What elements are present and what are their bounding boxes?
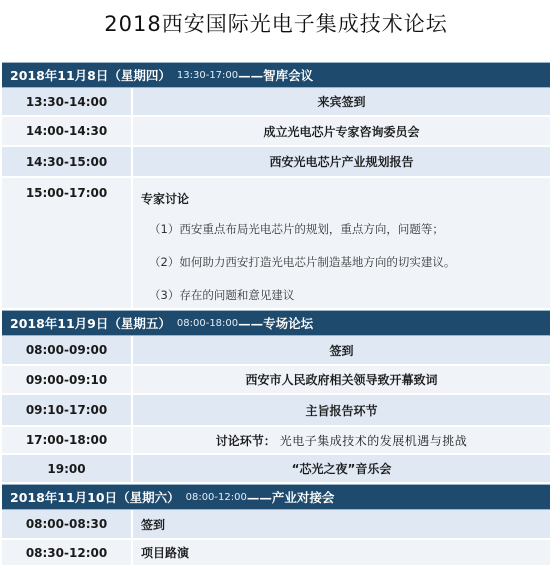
discussion-point: （1）西安重点布局光电芯片的规划，重点方向，问题等； <box>149 222 444 236</box>
session-time: 14:00-14:30 <box>2 117 133 145</box>
schedule-table <box>2 62 550 567</box>
table-row <box>2 178 550 310</box>
session-time: 08:30-12:00 <box>2 540 133 565</box>
discussion-label: 讨论环节： <box>215 433 276 448</box>
session-time: 19:00 <box>2 455 133 482</box>
table-row <box>2 147 550 178</box>
table-row <box>2 427 550 455</box>
day-date: 2018年11月10日（星期六） <box>10 490 180 505</box>
session-time: 17:00-18:00 <box>2 427 133 453</box>
day-date: 2018年11月8日（星期四） <box>10 68 171 83</box>
day-theme: 智库会议 <box>263 68 314 83</box>
session-time: 08:00-08:30 <box>2 510 133 538</box>
discussion-heading: 专家讨论 <box>141 192 190 206</box>
session-content: 项目路演 <box>141 546 190 560</box>
session-content: 西安市人民政府相关领导致开幕致词 <box>245 373 438 387</box>
session-time: 13:30-14:00 <box>2 88 133 115</box>
session-content: 签到 <box>141 517 166 532</box>
day-date: 2018年11月9日（星期五） <box>10 316 171 331</box>
session-time: 15:00-17:00 <box>2 178 133 308</box>
day-header-3 <box>2 484 550 510</box>
table-row <box>2 336 550 366</box>
day-hours: 08:00-18:00 <box>176 317 239 329</box>
session-content: 主旨报告环节 <box>305 403 378 418</box>
table-row <box>2 510 550 540</box>
session-content: 西安光电芯片产业规划报告 <box>269 155 414 169</box>
session-content: 成立光电芯片专家咨询委员会 <box>263 124 420 139</box>
day-header-1 <box>2 62 550 88</box>
session-time: 08:00-09:00 <box>2 336 133 364</box>
table-row <box>2 540 550 567</box>
day-dash: —— <box>238 67 264 83</box>
day-dash: —— <box>238 315 264 331</box>
day-theme: 产业对接会 <box>271 490 335 505</box>
session-discussion <box>133 178 550 308</box>
day-hours: 13:30-17:00 <box>176 69 239 81</box>
table-row <box>2 395 550 427</box>
day-hours: 08:00-12:00 <box>185 491 247 503</box>
session-time: 09:10-17:00 <box>2 395 133 425</box>
session-content: “芯光之夜”音乐会 <box>291 462 392 476</box>
session-time: 09:00-09:10 <box>2 366 133 393</box>
table-row <box>2 88 550 117</box>
discussion-topic: 光电子集成技术的发展机遇与挑战 <box>279 433 468 448</box>
session-content: 签到 <box>329 343 354 358</box>
table-row <box>2 455 550 484</box>
table-row <box>2 366 550 395</box>
discussion-point: （2）如何助力西安打造光电芯片制造基地方向的切实建议。 <box>149 255 456 269</box>
session-content <box>133 427 550 453</box>
table-row <box>2 117 550 147</box>
day-theme: 专场论坛 <box>263 316 314 331</box>
day-header-2 <box>2 310 550 336</box>
session-content: 来宾签到 <box>317 95 366 109</box>
session-time: 14:30-15:00 <box>2 147 133 176</box>
day-dash: —— <box>246 489 272 505</box>
discussion-point: （3）存在的问题和意见建议 <box>149 288 295 302</box>
page-title: 2018西安国际光电子集成技术论坛 <box>104 12 448 36</box>
